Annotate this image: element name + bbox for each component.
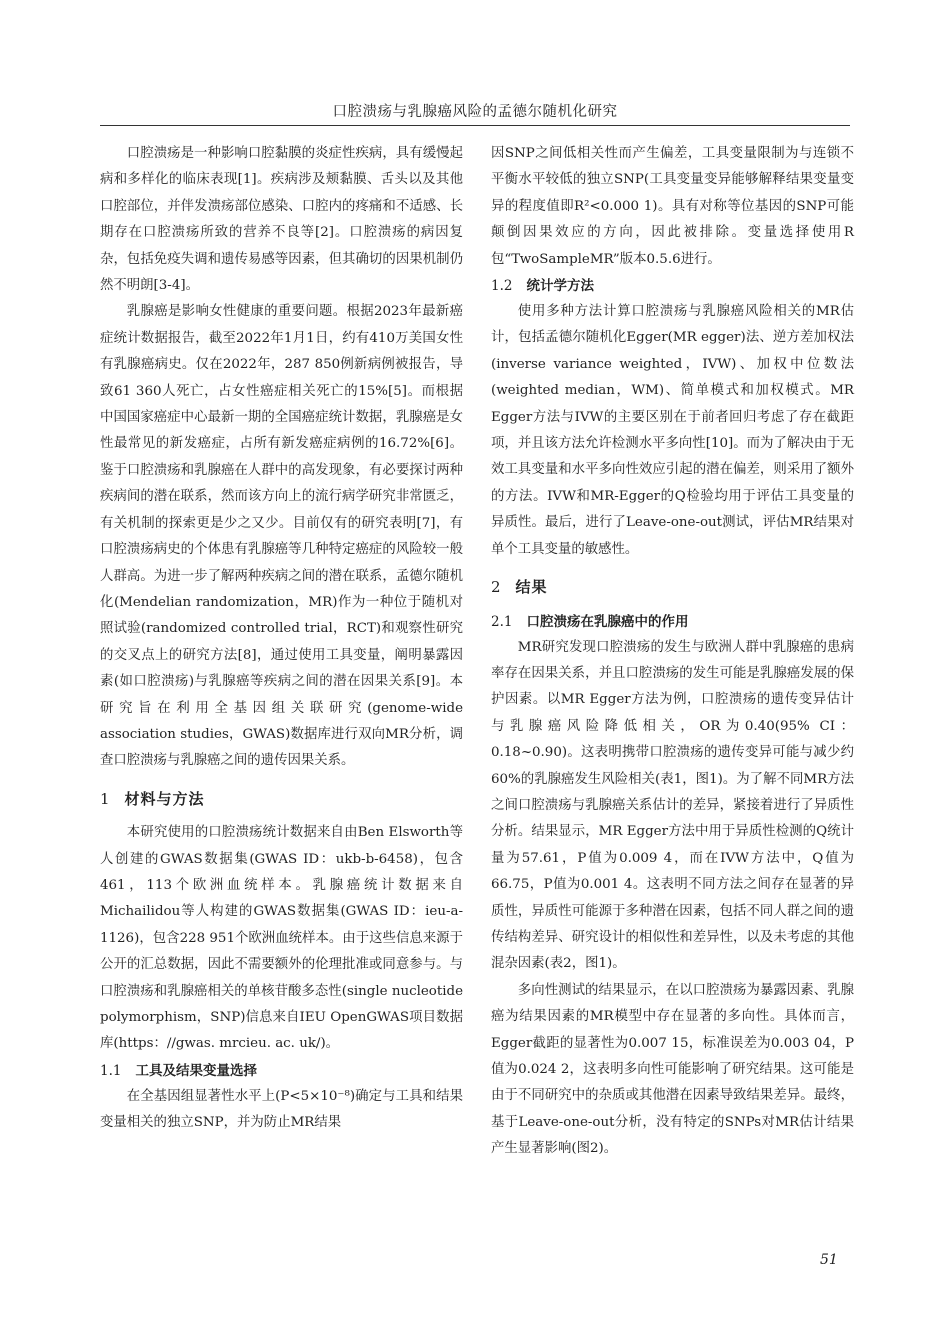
section-number: 1.1 [100, 1062, 122, 1079]
running-header: 口腔溃疡与乳腺癌风险的孟德尔随机化研究 [332, 104, 618, 120]
section-number: 2 [491, 578, 502, 597]
section-title: 口腔溃疡在乳腺癌中的作用 [526, 613, 689, 630]
results-paragraph-1: MR研究发现口腔溃疡的发生与欧洲人群中乳腺癌的患病率存在因果关系，并且口腔溃疡的发生可能是乳腺癌发展的保护因素。以MR Egger方法为例，口腔溃疡的遗传变异估计与乳腺癌风险降低相关，OR为0.40(95% CI：0.18~0.90)。这表明携带口腔溃疡的遗传变异可能与减少约60%的乳腺癌发生风险相关(表1，图1)。为了解不同MR方法之间口腔溃疡与乳腺癌关系估计的差异，紧接着进行了异质性分析。结果显示，MR Egger方法中用于异质性检测的Q统计量为57.61，P值为0.009 4，而在IVW方法中，Q值为66.75，P值为0.001 4。这表明不同方法之间存在显著的异质性，异质性可能源于多种潜在因素，包括不同人群之间的遗传结构差异、研究设计的相似性和差异性，以及未考虑的其他混杂因素(表2，图1)。 [491, 639, 854, 972]
header-rule [100, 125, 850, 126]
left-column [100, 141, 463, 1137]
results-paragraph-2: 多向性测试的结果显示，在以口腔溃疡为暴露因素、乳腺癌为结果因素的MR模型中存在显著的多向性。具体而言，Egger截距的显著性为0.007 15，标准误差为0.003 04，P值为0.024 2，这表明多向性可能影响了研究结果。这可能是由于不同研究中的杂质或其他潜在因素导致结果差异。最终，基于Leave-one-out分析，没有特定的SNPs对MR估计结果产生显著影响(图2)。 [491, 982, 854, 1157]
intro-paragraph-2: 乳腺癌是影响女性健康的重要问题。根据2023年最新癌症统计数据报告，截至2022年1月1日，约有410万美国女性有乳腺癌病史。仅在2022年，287 850例新病例被报告，导致61 360人死亡，占女性癌症相关死亡的15%[5]。而根据中国国家癌症中心最新一期的全国癌症统计数据，乳腺癌是女性最常见的新发癌症，占所有新发癌症病例的16.72%[6]。鉴于口腔溃疡和乳腺癌在人群中的高发现象，有必要探讨两种疾病间的潜在联系，然而该方向上的流行病学研究非常匮乏，有关机制的探索更是少之又少。目前仅有的研究表明[7]，有口腔溃疡病史的个体患有乳腺癌等几种特定癌症的风险较一般人群高。为进一步了解两种疾病之间的潜在联系，孟德尔随机化(Mendelian randomization，MR)作为一种位于随机对照试验(randomized controlled trial，RCT)和观察性研究的交叉点上的研究方法[8]，通过使用工具变量，阐明暴露因素(如口腔溃疡)与乳腺癌等疾病之间的潜在因果关系[9]。本研究旨在利用全基因组关联研究(genome-wide association studies，GWAS)数据库进行双向MR分析，调查口腔溃疡与乳腺癌之间的遗传因果关系。 [100, 304, 463, 769]
intro-paragraph-1: 口腔溃疡是一种影响口腔黏膜的炎症性疾病，具有缓慢起病和多样化的临床表现[1]。疾病涉及颊黏膜、舌头以及其他口腔部位，并伴发溃疡部位感染、口腔内的疼痛和不适感、长期存在口腔溃疡所致的营养不良等[2]。口腔溃疡的病因复杂，包括免疫失调和遗传易感等因素，但其确切的因果机制仍然不明朗[3-4]。 [100, 146, 463, 294]
section-title: 统计学方法 [526, 278, 594, 295]
methods-paragraph-1: 本研究使用的口腔溃疡统计数据来自由Ben Elsworth等人创建的GWAS数据集(GWAS ID：ukb-b-6458)，包含461，113个欧洲血统样本。乳腺癌统计数据来自Michailidou等人构建的GWAS数据集(GWAS ID：ieu-a-1126)，包含228 951个欧洲血统样本。由于这些信息来源于公开的汇总数据，因此不需要额外的伦理批准或同意参与。与口腔溃疡和乳腺癌相关的单核苷酸多态性(single nucleotide polymorphism，SNP)信息来自IEU OpenGWAS项目数据库(https：//gwas. mrcieu. ac. uk/)。 [100, 825, 463, 1052]
section-2-heading [491, 574, 854, 600]
subsection-2-1-heading [491, 609, 854, 635]
section-1-heading [100, 786, 463, 812]
section-title: 结果 [515, 578, 548, 597]
stats-paragraph: 使用多种方法计算口腔溃疡与乳腺癌风险相关的MR估计，包括孟德尔随机化Egger(MR egger)法、逆方差加权法(inverse variance weighted，IVW)、加权中位数法(weighted median，WM)、简单模式和加权模式。MR Egger方法与IVW的主要区别在于前者回归考虑了存在截距项，并且该方法允许检测水平多向性[10]。而为了解决由于无效工具变量和水平多向性效应引起的潜在偏差，则采用了额外的方法。IVW和MR-Egger的Q检验均用于评估工具变量的异质性。最后，进行了Leave-one-out测试，评估MR结果对单个工具变量的敏感性。 [491, 304, 854, 557]
section-number: 1 [100, 789, 111, 808]
subsection-1-1-heading [100, 1058, 463, 1084]
section-number: 2.1 [491, 613, 513, 630]
section-title: 材料与方法 [124, 789, 205, 808]
page-number: 51 [820, 1252, 838, 1268]
subsection-1-2-heading [491, 273, 854, 299]
section-title: 工具及结果变量选择 [135, 1062, 257, 1079]
section-number: 1.2 [491, 278, 513, 295]
methods-paragraph-2: 在全基因组显著性水平上(P<5×10⁻⁸)确定与工具和结果变量相关的独立SNP，并为防止MR结果 [100, 1088, 463, 1131]
methods-paragraph-continued: 因SNP之间低相关性而产生偏差，工具变量限制为与连锁不平衡水平较低的独立SNP(工具变量变异能够解释结果变量变异的程度值即R²<0.000 1)。具有对称等位基因的SNP可能颠倒因果效应的方向，因此被排除。变量选择使用R包“TwoSampleMR”版本0.5.6进行。 [491, 146, 854, 267]
right-column [491, 141, 854, 1163]
